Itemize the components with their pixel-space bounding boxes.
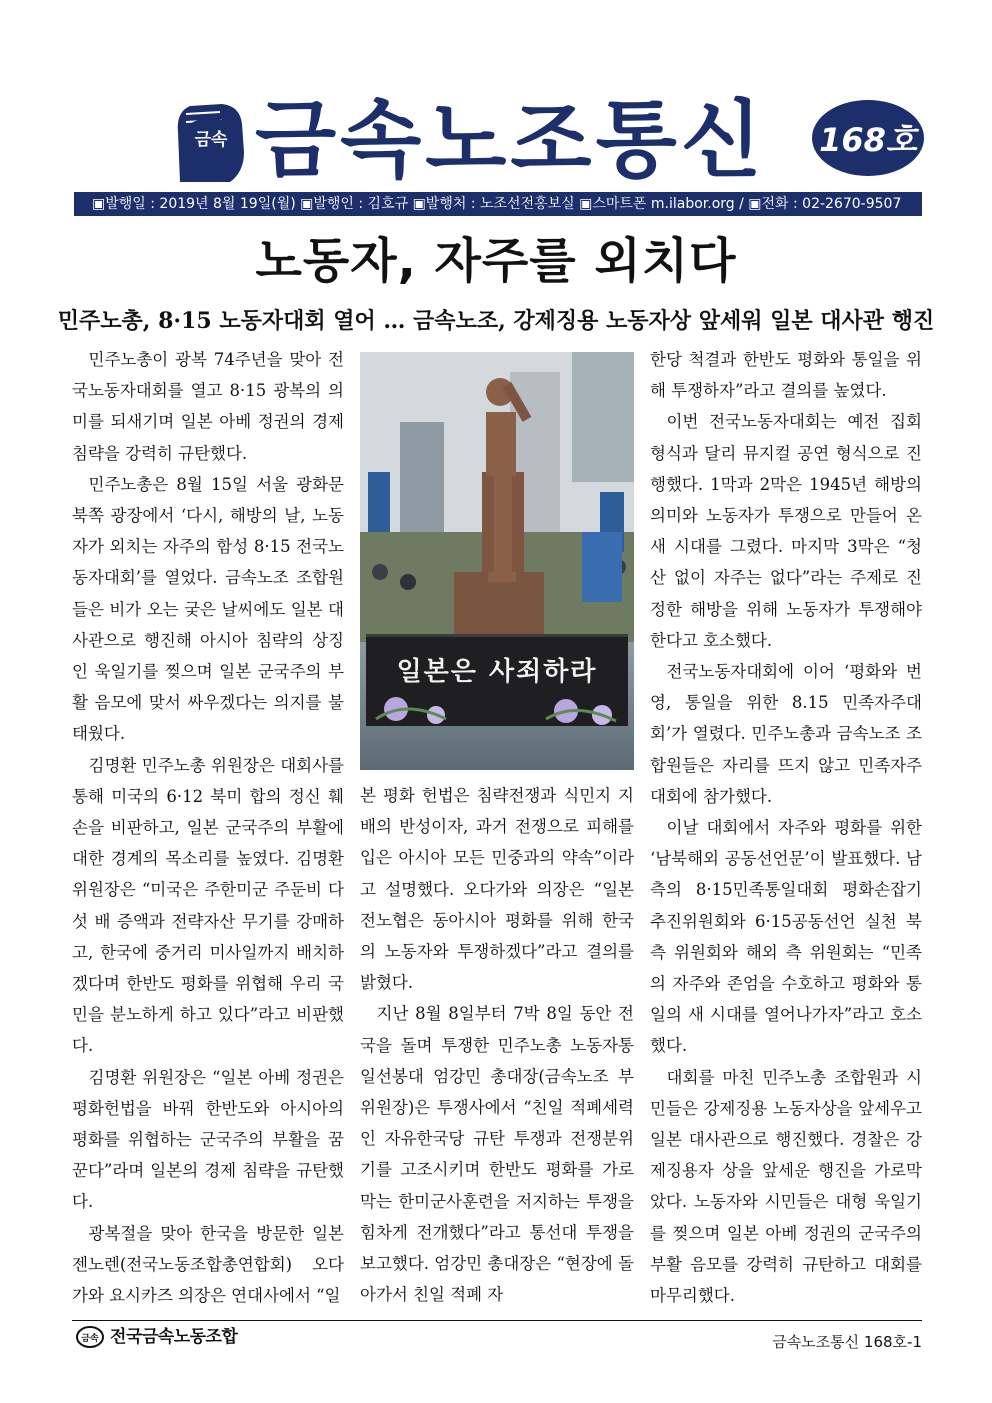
paragraph: 전국노동자대회에 이어 ‘평화와 번영, 통일을 위한 8.15 민족자주대회’가 열렸다. 민주노총과 금속노조 조합원들은 자리를 뜨지 않고 민족자주대회에 참가했다. <box>650 662 922 806</box>
paragraph: 대회를 마친 민주노총 조합원과 시민들은 강제징용 노동자상을 앞세우고 일본 대사관으로 행진했다. 경찰은 강제징용자 상을 앞세운 행진을 가로막았다. 노동자와 시민들은 대형 욱일기를 찢으며 일본 아베 정권의 군국주의 부활 음모를 강력히 규탄하고 대회를 마무리했다. <box>650 1067 922 1306</box>
publication-info-bar: ▣발행일 : 2019년 8월 19일(월) ▣발행인 : 김호규 ▣발행처 : 노조선전홍보실 ▣스마트폰 m.ilabor.org / ▣전화 : 02-2670-9507 <box>74 192 922 216</box>
paragraph: 한당 척결과 한반도 평화와 통일을 위해 투쟁하자”라고 결의를 높였다. <box>650 350 922 401</box>
paragraph: 광복절을 맞아 한국을 방문한 일본 젠노렌(전국노동조합총연합회) 오다가와 요시카즈 의장은 연대사에서 “일 <box>72 1223 344 1306</box>
banner-text: 일본은 사죄하라 <box>396 657 598 687</box>
issue-number-badge: 168호 <box>812 100 924 176</box>
page-number: 금속노조통신 168호-1 <box>772 1333 922 1351</box>
paragraph: 김명환 민주노총 위원장은 대회사를 통해 미국의 6·12 북미 합의 정신 훼손을 비판하고, 일본 군국주의 부활에 대한 경계의 목소리를 높였다. 김명환 위원장은 “미국은 주한미군 주둔비 다섯 배 증액과 전략자산 무기를 강매하고, 한국에 중거리 미사일까지 배치하겠다며 한반도 평화를 위협해 우리 국민을 분노하게 하고 있다”라고 비판했다. <box>72 755 344 1056</box>
paragraph: 본 평화 헌법은 침략전쟁과 식민지 지배의 반성이자, 과거 전쟁으로 피해를 입은 아시아 모든 민중과의 약속”이라고 설명했다. 오다가와 의장은 “일본 전노협은 동아시아 평화를 위해 한국의 노동자와 투쟁하겠다”라고 결의를 밝혔다. <box>360 786 634 993</box>
paragraph: 이날 대회에서 자주와 평화를 위한 ‘남북해외 공동선언문’이 발표했다. 남측의 8·15민족통일대회 평화손잡기 추진위원회와 6·15공동선언 실천 북측 위원회와 해외 측 위원회는 “민족의 자주와 존엄을 수호하고 평화와 통일의 새 시대를 열어나가자”라고 호소했다. <box>650 818 922 1056</box>
paragraph: 김명환 위원장은 “일본 아베 정권은 평화헌법을 바꿔 한반도와 아시아의 평화를 위협하는 군국주의 부활을 꿈꾼다”라며 일본의 경제 침략을 규탄했다. <box>72 1067 344 1212</box>
paragraph: 지난 8월 8일부터 7박 8일 동안 전국을 돌며 투쟁한 민주노총 노동자통일선봉대 엄강민 총대장(금속노조 부위원장)은 투쟁사에서 “친일 적폐세력인 자유한국당 규탄 투쟁과 전쟁분위기를 고조시키며 한반도 평화를 가로막는 한미군사훈련을 저지하는 투쟁을 힘차게 전개했다”라고 통선대 투쟁을 보고했다. 엄강민 총대장은 “현장에 돌아가서 친일 적폐 자 <box>360 1004 634 1305</box>
rally-photo <box>360 352 634 770</box>
union-logo-icon <box>76 1326 104 1348</box>
paragraph: 이번 전국노동자대회는 예전 집회 형식과 달리 뮤지컬 공연 형식으로 진행했다. 1막과 2막은 1945년 해방의 의미와 노동자가 투쟁으로 만들어 온 새 시대를 그렸다. 마지막 3막은 “청산 없이 자주는 없다”라는 주제로 진정한 해방을 위해 노동자가 투쟁해야 한다고 호소했다. <box>650 412 922 650</box>
footer-divider <box>72 1320 922 1321</box>
article-column-middle <box>360 780 634 1310</box>
organization-name: 전국금속노동조합 <box>110 1327 238 1347</box>
article-column-right <box>650 344 922 1311</box>
logo-text: 금속 <box>81 1334 99 1344</box>
subheadline: 민주노총, 8·15 노동자대회 열어 … 금속노조, 강제징용 노동자상 앞세워 일본 대사관 행진 <box>57 308 935 334</box>
paragraph: 민주노총이 광복 74주년을 맞아 전국노동자대회를 열고 8·15 광복의 의미를 되새기며 일본 아베 정권의 경제 침략을 강력히 규탄했다. <box>72 350 344 463</box>
headline: 노동자, 자주를 외치다 <box>255 233 737 289</box>
article-column-left <box>72 344 344 1311</box>
protest-banner <box>366 634 628 726</box>
masthead-title: 금속노조통신 <box>255 91 766 189</box>
masthead-badge: 금속 <box>182 118 240 156</box>
flower-decoration-icon <box>366 669 628 729</box>
paragraph: 민주노총은 8월 15일 서울 광화문 북쪽 광장에서 ‘다시, 해방의 날, 노동자가 외치는 자주의 함성 8·15 전국노동자대회’를 열었다. 금속노조 조합원들은 비가 오는 궂은 날씨에도 일본 대사관으로 행진해 아시아 침략의 상징인 욱일기를 찢으며 일본 군국주의 부활 음모에 맞서 싸우겠다는 의지를 불태웠다. <box>72 474 344 744</box>
